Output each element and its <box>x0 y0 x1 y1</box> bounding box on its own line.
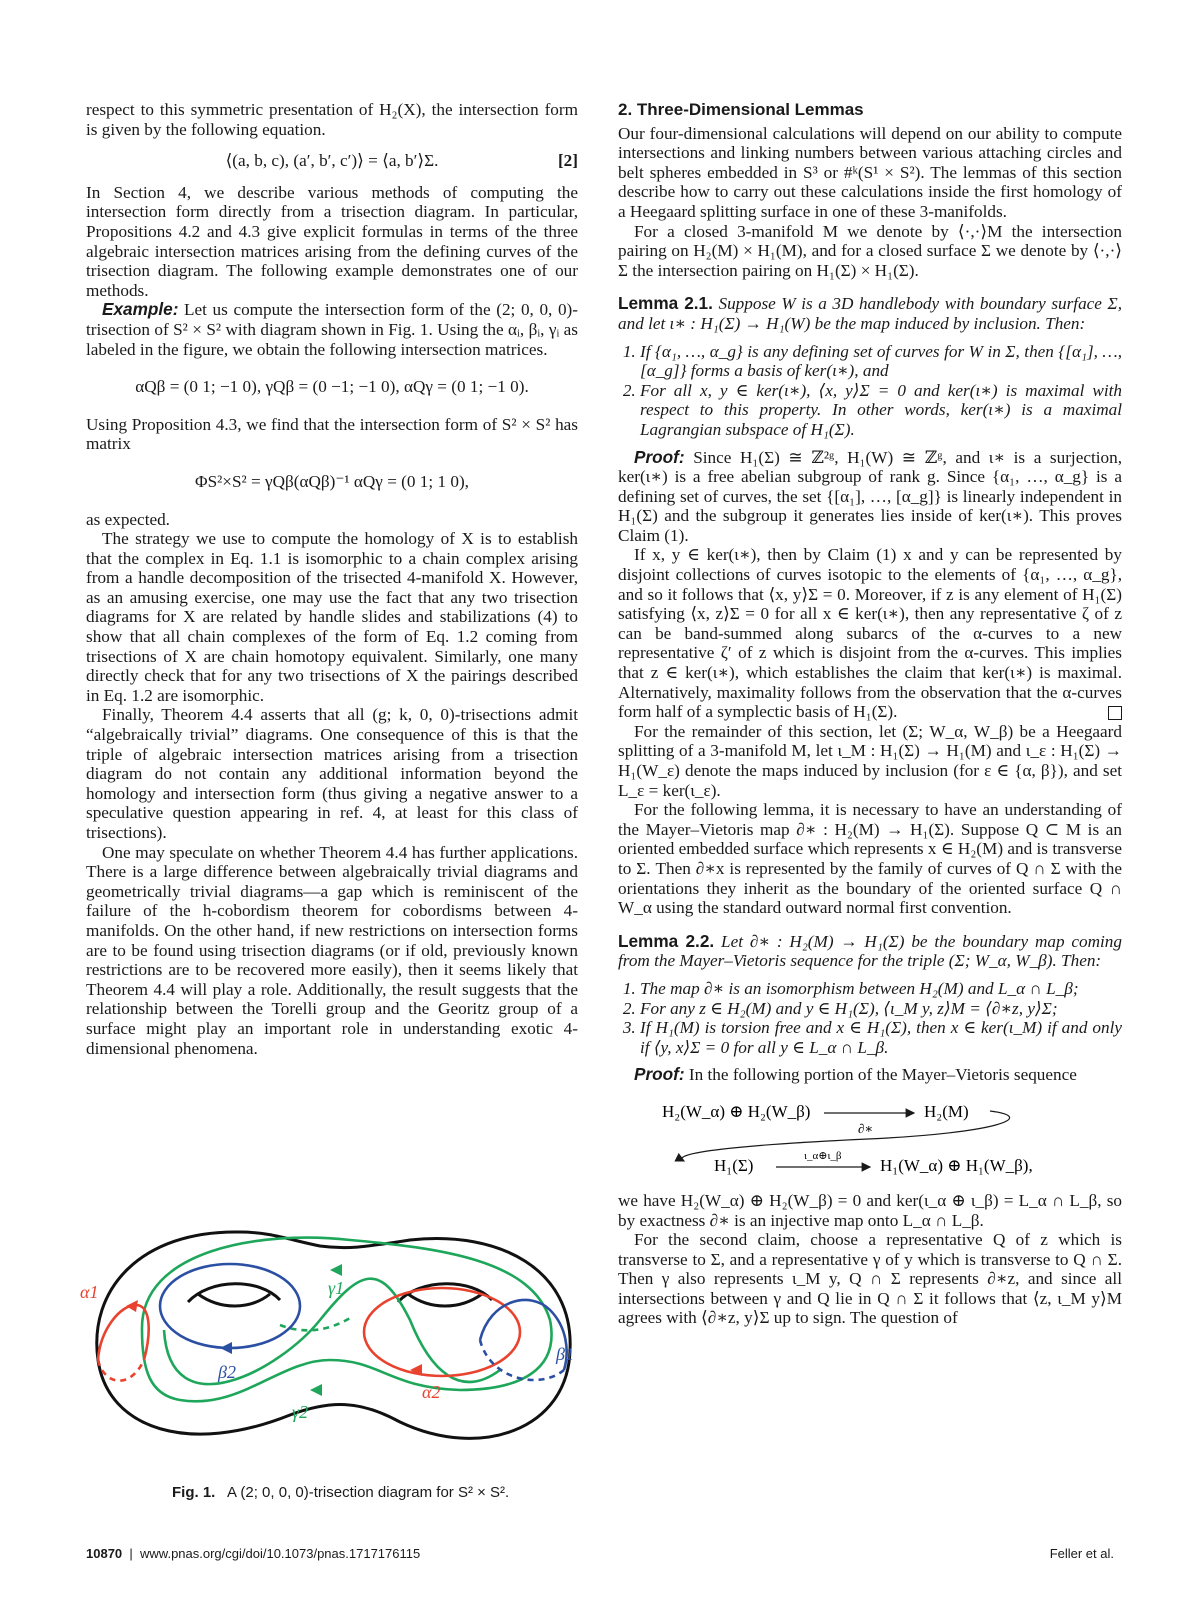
figure-caption-text: A (2; 0, 0, 0)-trisection diagram for S² × S². <box>227 1484 510 1501</box>
equation-2-body: ⟨(a, b, c), (a′, b′, c′)⟩ = ⟨a, b′⟩Σ. <box>225 151 439 171</box>
proof-text-2: If x, y ∈ ker(ι∗), then by Claim (1) x and y can be represented by disjoint collections of curves isotopic to the elements of {α₁, …, α_g}, and so it follows that ⟨x, y⟩Σ = 0. Moreover, if z is any element of H₁(Σ) satisfying ⟨x, z⟩Σ = 0 for all x ∈ ker(ι∗), then any representative ζ of z can be band-summed along subarcs of the α-curves to a new representative ζ′ of z which is disjoint from the α-curves. This implies that z ∈ ker(ι∗), which establishes the claim that ker(ι∗) is maximal. Alternatively, maximality follows from the observation that the α-curves form half of a symplectic basis of H₁(Σ). <box>618 545 1122 722</box>
gamma-1-arrow-icon <box>330 1264 342 1276</box>
qed-icon <box>1108 706 1122 720</box>
lemma-2-1 <box>618 294 1122 333</box>
left-column <box>86 100 578 1058</box>
example-text: Let us compute the intersection form of the (2; 0, 0, 0)-trisection of S² × S² with diagram shown in Fig. 1. Using the αᵢ, βᵢ, γᵢ as labeled in the figure, we obtain the following intersection matrices. <box>86 300 578 359</box>
lemma-2-1-item-2: 2. For all x, y ∈ ker(ι∗), ⟨x, y⟩Σ = 0 and ker(ι∗) is maximal with respect to this property. In other words, ker(ι∗) is a maximal Lagrangian subspace of H₁(Σ). <box>640 381 1122 440</box>
proof-2-2-paragraph <box>618 1065 1122 1085</box>
cd-top-right: H₂(M) <box>924 1101 969 1121</box>
phi-equation <box>86 472 578 492</box>
right-paragraph-5: we have H₂(W_α) ⊕ H₂(W_β) = 0 and ker(ι_α ⊕ ι_β) = L_α ∩ L_β, so by exactness ∂∗ is an injective map onto L_α ∩ L_β. <box>618 1190 1122 1230</box>
lemma-2-2-item-1: 1. The map ∂∗ is an isomorphism between H₂(M) and L_α ∩ L_β; <box>640 979 1122 999</box>
cd-bottom-left: H₁(Σ) <box>714 1155 754 1175</box>
label-gamma-1: γ1 <box>328 1278 345 1298</box>
label-beta-2: β2 <box>218 1362 236 1382</box>
mayer-vietoris-diagram <box>618 1093 1122 1183</box>
lemma-2-2-item-2: 2. For any z ∈ H₂(M) and y ∈ H₁(Σ), ⟨ι_M y, z⟩M = ⟨∂∗z, y⟩Σ; <box>640 999 1122 1019</box>
intersection-matrices-text: αQβ = (0 1; −1 0), γQβ = (0 −1; −1 0), αQγ = (0 1; −1 0). <box>135 377 529 397</box>
beta-1-solid <box>480 1300 567 1370</box>
page-number: 10870 <box>86 1546 123 1561</box>
section-heading: 2. Three-Dimensional Lemmas <box>618 100 864 119</box>
left-hole-lower <box>198 1294 270 1306</box>
intersection-matrices <box>86 377 578 397</box>
label-beta-1: β1 <box>556 1344 574 1364</box>
alpha-2-curve <box>364 1288 520 1376</box>
right-hole-lower <box>408 1294 482 1306</box>
footer-separator: | <box>129 1546 133 1561</box>
cd-mid-label: ∂∗ <box>858 1120 874 1136</box>
right-paragraph-1: Our four-dimensional calculations will depend on our ability to compute intersections and linking numbers between various attaching circles and belt spheres embedded in S³ or #ᵏ(S¹ × S²). The lemmas of this section describe how to carry out these calculations inside the first homology of a Heegaard splitting surface in one of these 3-manifolds. <box>618 123 1122 221</box>
label-gamma-2: γ2 <box>292 1402 309 1422</box>
left-paragraph-7: One may speculate on whether Theorem 4.4 has further applications. There is a large difference between algebraically trivial diagrams and geometrically trivial diagrams—a gap which is reminiscent of the failure of the h-cobordism theorem for cobordisms between 4-manifolds. On the other hand, if new restrictions on intersection forms are to be found using trisection diagrams (or if old, previously known restrictions are to be recovered more easily), then it seems likely that Theorem 4.4 will play a role. Additionally, the result suggests that the relationship between the Torelli group and the Georitz group of a surface might play an important role in understanding exotic 4-dimensional phenomena. <box>86 842 578 1058</box>
equation-2 <box>86 151 578 171</box>
lemma-2-2-list <box>618 979 1122 1057</box>
lemma-2-1-list <box>618 342 1122 440</box>
example-paragraph <box>86 300 578 359</box>
lemma-2-1-text: Suppose W is a 3D handlebody with boundary surface Σ, and let ι∗ : H₁(Σ) → H₁(W) be the map induced by inclusion. Then: <box>618 294 1123 333</box>
genus-two-surface-outline <box>97 1232 570 1438</box>
proof-2-1-paragraph-2 <box>618 545 1122 721</box>
proof-2-2-text: In the following portion of the Mayer–Vietoris sequence <box>684 1065 1077 1085</box>
left-paragraph-4: as expected. <box>86 509 170 529</box>
proof-label: Proof: <box>634 446 685 467</box>
right-paragraph-2: For a closed 3-manifold M we denote by ⟨·,·⟩M the intersection pairing on H₂(M) × H₁(M), and for a closed surface Σ we denote by ⟨·,·⟩Σ the intersection pairing on H₁(Σ) × H₁(Σ). <box>618 221 1122 280</box>
cd-bottom-right: H₁(W_α) ⊕ H₁(W_β), <box>880 1155 1033 1175</box>
doi-link[interactable]: www.pnas.org/cgi/doi/10.1073/pnas.1717176115 <box>140 1546 421 1561</box>
lemma-2-1-label: Lemma 2.1. <box>618 293 713 314</box>
lemma-2-2 <box>618 932 1122 971</box>
phi-equation-text: ΦS²×S² = γQβ(αQβ)⁻¹ αQγ = (0 1; 1 0), <box>195 471 469 491</box>
gamma-2-arrow-icon <box>310 1384 322 1396</box>
trisection-figure <box>80 1210 590 1470</box>
left-paragraph-1: respect to this symmetric presentation of H₂(X), the intersection form is given by the following equation. <box>86 100 578 139</box>
label-alpha-2: α2 <box>422 1382 441 1402</box>
figure-caption-label: Fig. 1. <box>172 1484 216 1501</box>
right-paragraph-3: For the remainder of this section, let (Σ; W_α, W_β) be a Heegaard splitting of a 3-manifold M, let ι_M : H₁(Σ) → H₁(M) and ι_ε : H₁(Σ) → H₁(W_ε) denote the maps induced by inclusion (for ε ∈ {α, β}), and set L_ε = ker(ι_ε). <box>618 721 1122 800</box>
proof-2-1-paragraph-1 <box>618 448 1122 546</box>
alpha-1-arrow-icon <box>126 1300 138 1312</box>
left-paragraph-3: Using Proposition 4.3, we find that the intersection form of S² × S² has matrix <box>86 414 578 454</box>
left-paragraph-2: In Section 4, we describe various methods of computing the intersection form directly from a trisection diagram. In particular, Propositions 4.2 and 4.3 give explicit formulas in terms of the three algebraic intersection matrices arising from the defining curves of the trisection diagram. The following example demonstrates one of our methods. <box>86 182 578 300</box>
cd-bottom-arrow-label: ι_α⊕ι_β <box>804 1149 842 1162</box>
proof-text-1: Since H₁(Σ) ≅ ℤ²ᵍ, H₁(W) ≅ ℤᵍ, and ι∗ is a surjection, ker(ι∗) is a free abelian subgroup of rank g. Since {α₁, …, α_g} is a defining set of curves, the set {[α₁], …, [α_g]} is linearly independent in H₁(Σ) and the subgroup it generates lies inside of ker(ι∗). This proves Claim (1). <box>618 447 1122 545</box>
proof-2-2-label: Proof: <box>634 1064 685 1085</box>
lemma-2-2-text: Let ∂∗ : H₂(M) → H₁(Σ) be the boundary map coming from the Mayer–Vietoris sequence for the triple (Σ; W_α, W_β). Then: <box>618 931 1122 971</box>
cd-top-left: H₂(W_α) ⊕ H₂(W_β) <box>662 1101 811 1121</box>
lemma-2-1-item-1: 1. If {α₁, …, α_g} is any defining set of curves for W in Σ, then {[α₁], …, [α_g]} forms a basis of ker(ι∗), and <box>640 342 1122 381</box>
right-paragraph-6: For the second claim, choose a representative Q of z which is transverse to Σ, and a representative γ of y which is transverse to Q ∩ Σ. Then γ also represents ι_M y, Q ∩ Σ represents ∂∗z, and since all intersections between γ and Q lie in Q ∩ Σ it follows that ⟨z, ι_M y⟩M agrees with ⟨∂∗z, y⟩Σ up to sign. The question of <box>618 1230 1122 1328</box>
figure-caption <box>172 1484 509 1501</box>
left-paragraph-6: Finally, Theorem 4.4 asserts that all (g; k, 0, 0)-trisections admit “algebraically trivial” diagrams. One consequence of this is that the triple of algebraic intersection matrices arising from a trisection diagram do not contain any additional information beyond the homology and intersection form (thus giving a negative answer to a speculative question appearing in ref. 4, at least for this class of trisections). <box>86 705 578 842</box>
right-column <box>618 100 1122 1328</box>
beta-2-arrow-icon <box>220 1342 232 1354</box>
example-label: Example: <box>102 299 179 320</box>
footer-authors: Feller et al. <box>1049 1546 1114 1561</box>
alpha-1-dashed <box>98 1360 144 1381</box>
left-paragraph-5: The strategy we use to compute the homology of X is to establish that the complex in Eq. 1.1 is isomorphic to a chain complex arising from a handle decomposition of the trisected 4-manifold X. However, as an amusing exercise, one may use the fact that any two trisection diagrams for X are related by handle slides and stabilizations (4) to show that all chain complexes of the form of Eq. 1.2 coming from trisections of X are chain homotopy equivalent. Similarly, one many directly check that for any two trisections of X the pairings described in Eq. 1.2 are isomorphic. <box>86 529 578 705</box>
equation-2-number: [2] <box>557 151 578 171</box>
right-paragraph-4: For the following lemma, it is necessary to have an understanding of the Mayer–Vietoris map ∂∗ : H₂(M) → H₁(Σ). Suppose Q ⊂ M is an oriented embedded surface which represents x ∈ H₂(M) and is transverse to Σ. Then ∂∗x is represented by the family of curves of Q ∩ Σ with the orientations they inherit as the boundary of the oriented surface Q ∩ W_α using the standard outward normal first convention. <box>618 800 1122 918</box>
lemma-2-2-item-3: 3. If H₁(M) is torsion free and x ∈ H₁(Σ), then x ∈ ker(ι_M) if and only if ⟨y, x⟩Σ = 0 for all y ∈ L_α ∩ L_β. <box>640 1018 1122 1057</box>
page-footer-left <box>86 1546 420 1561</box>
left-hole <box>188 1284 280 1302</box>
page-footer-right <box>1050 1546 1114 1561</box>
label-alpha-1: α1 <box>80 1282 99 1302</box>
lemma-2-2-label: Lemma 2.2. <box>618 930 715 951</box>
